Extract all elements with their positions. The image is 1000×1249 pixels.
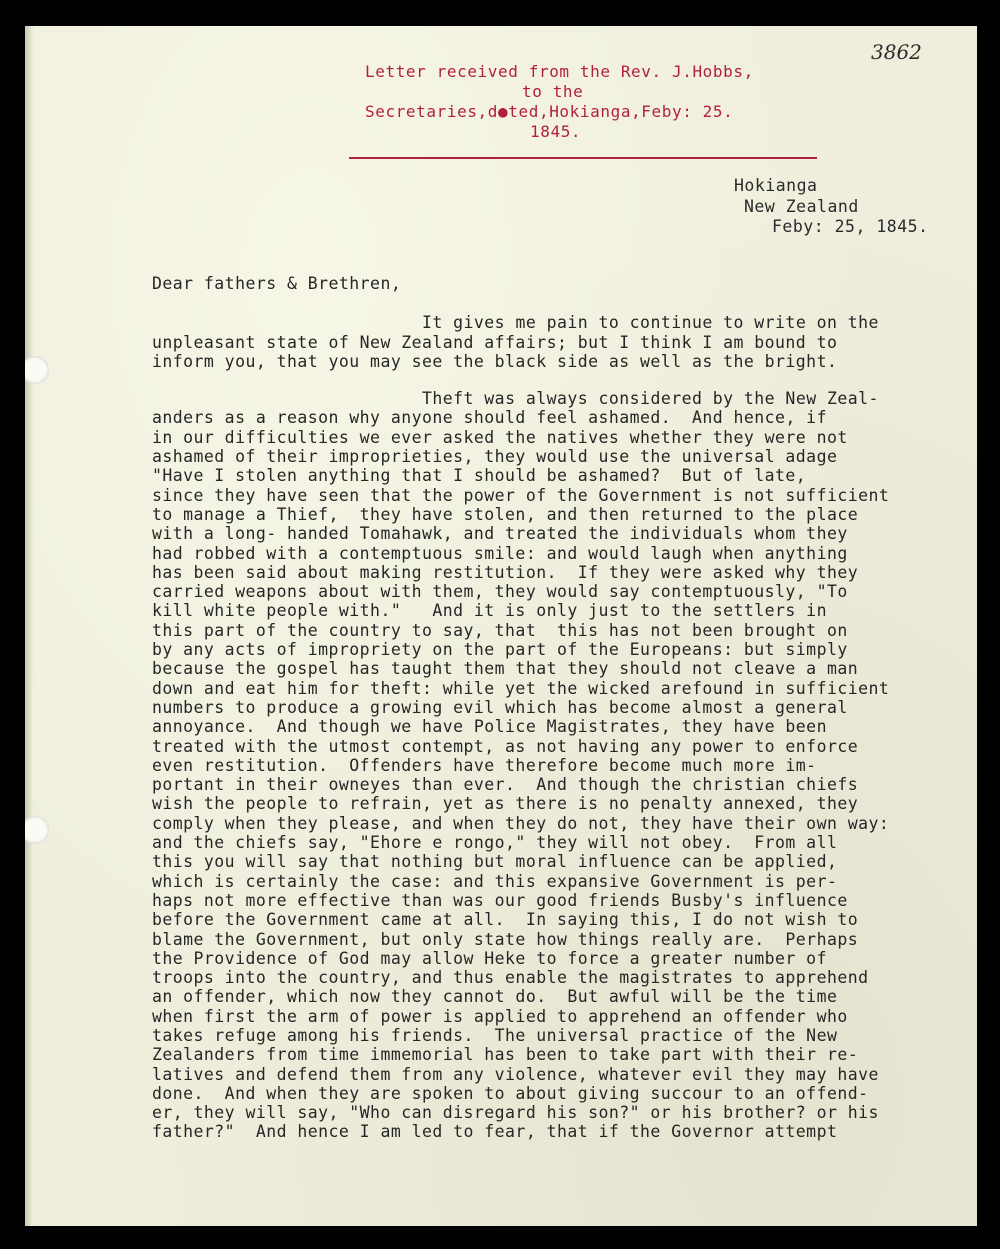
body-line: since they have seen that the power of the Government is not sufficient — [152, 485, 890, 505]
body-line: kill white people with." And it is only just to the settlers in — [152, 601, 827, 621]
body-line: Zealanders from time immemorial has been to take part with their re- — [152, 1045, 859, 1065]
body-line: father?" And hence I am led to fear, that if the Governor attempt — [152, 1122, 838, 1142]
body-line: Theft was always considered by the New Zeal- — [422, 389, 879, 409]
body-line: with a long- handed Tomahawk, and treated the individuals whom they — [152, 524, 848, 544]
body-line: latives and defend them from any violence, whatever evil they may have — [152, 1064, 879, 1084]
page-left-edge — [25, 26, 33, 1226]
salutation: Dear fathers & Brethren, — [152, 274, 402, 293]
body-line: down and eat him for theft: while yet the wicked arefound in sufficient — [152, 678, 890, 698]
header-line: Secretaries,d●ted,Hokianga,Feby: 25. — [365, 102, 734, 121]
address-line: Hokianga — [734, 176, 818, 195]
body-line: treated with the utmost contempt, as not having any power to enforce — [152, 736, 859, 756]
body-line: by any acts of impropriety on the part of the Europeans: but simply — [152, 640, 848, 660]
header-line: to the — [522, 82, 584, 101]
address-line: New Zealand — [744, 196, 859, 216]
body-line: has been said about making restitution. If they were asked why they — [152, 562, 859, 582]
body-line: when first the arm of power is applied to apprehend an offender who — [152, 1006, 848, 1026]
body-line: er, they will say, "Who can disregard his son?" or his brother? or his — [152, 1103, 879, 1123]
body-line: takes refuge among his friends. The universal practice of the New — [152, 1025, 838, 1045]
body-line: troops into the country, and thus enable the magistrates to apprehend — [152, 968, 869, 988]
body-line: this part of the country to say, that this has not been brought on — [152, 620, 848, 640]
header-rule — [349, 157, 817, 159]
letter-page — [25, 26, 977, 1226]
body-line: to manage a Thief, they have stolen, and then returned to the place — [152, 504, 859, 524]
body-line: anders as a reason why anyone should feel ashamed. And hence, if — [152, 408, 827, 428]
body-line: "Have I stolen anything that I should be ashamed? But of late, — [152, 466, 807, 486]
body-line: ashamed of their improprieties, they would use the universal adage — [152, 447, 838, 467]
body-line: before the Government came at all. In saying this, I do not wish to — [152, 910, 859, 930]
address-date: Feby: 25, 1845. — [772, 217, 929, 236]
body-line: done. And when they are spoken to about giving succour to an offend- — [152, 1083, 869, 1103]
body-line: even restitution. Offenders have therefore become much more im- — [152, 755, 817, 775]
body-line: in our difficulties we ever asked the natives whether they were not — [152, 427, 848, 447]
body-line: numbers to produce a growing evil which has become almost a general — [152, 697, 848, 717]
paragraph-2 — [152, 389, 977, 1142]
punch-hole-upper — [25, 356, 49, 384]
paragraph-1 — [152, 313, 977, 371]
header-line: 1845. — [530, 122, 582, 141]
letter-header — [365, 62, 845, 142]
body-line: an offender, which now they cannot do. But awful will be the time — [152, 987, 838, 1007]
body-line: It gives me pain to continue to write on the — [422, 313, 879, 333]
body-line: inform you, that you may see the black side as well as the bright. — [152, 351, 838, 371]
letter-body — [152, 274, 977, 1142]
body-line: which is certainly the case: and this expansive Government is per- — [152, 871, 838, 891]
punch-hole-lower — [25, 816, 49, 844]
body-line: unpleasant state of New Zealand affairs; but I think I am bound to — [152, 332, 838, 352]
body-line: annoyance. And though we have Police Magistrates, they have been — [152, 717, 827, 737]
body-line: portant in their owneyes than ever. And though the christian chiefs — [152, 775, 859, 795]
body-line: haps not more effective than was our good friends Busby's influence — [152, 890, 848, 910]
body-line: because the gospel has taught them that they should not cleave a man — [152, 659, 859, 679]
body-line: wish the people to refrain, yet as there is no penalty annexed, they — [152, 794, 859, 814]
body-line: had robbed with a contemptuous smile: and would laugh when anything — [152, 543, 848, 563]
body-line: comply when they please, and when they do not, they have their own way: — [152, 813, 890, 833]
header-line: Letter received from the Rev. J.Hobbs, — [365, 62, 754, 81]
sender-address — [734, 176, 929, 238]
reference-number: 3862 — [871, 40, 922, 64]
body-line: carried weapons about with them, they would say contemptuously, "To — [152, 582, 848, 602]
body-line: blame the Government, but only state how things really are. Perhaps — [152, 929, 859, 949]
body-line: and the chiefs say, "Ehore e rongo," they will not obey. From all — [152, 833, 838, 853]
body-line: the Providence of God may allow Heke to force a greater number of — [152, 948, 827, 968]
body-line: this you will say that nothing but moral influence can be applied, — [152, 852, 838, 872]
